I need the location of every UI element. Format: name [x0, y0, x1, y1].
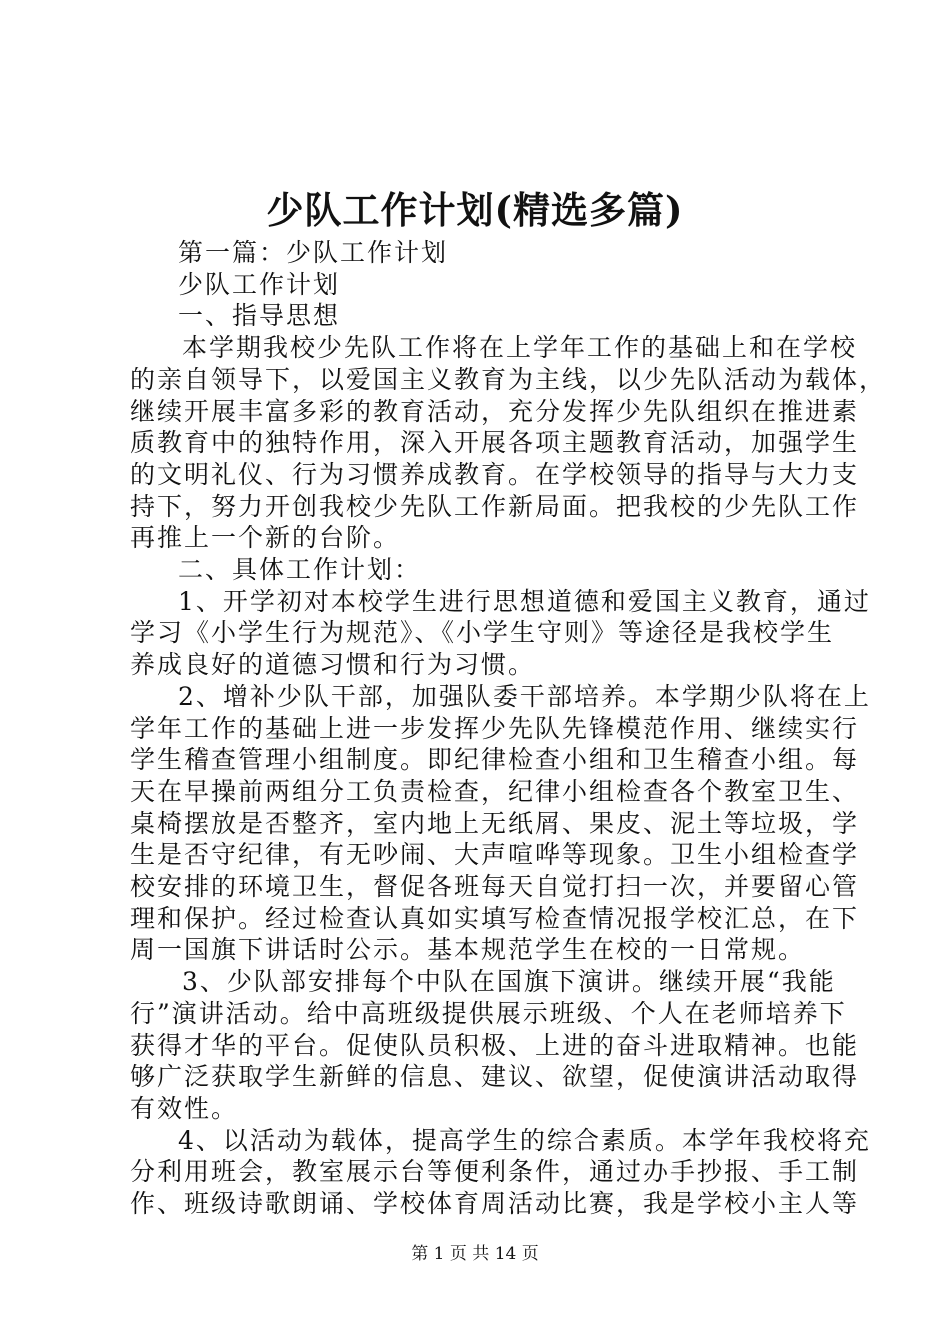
paragraph-line: 的亲自领导下，以爱国主义教育为主线，以少先队活动为载体， — [130, 364, 887, 394]
paragraph-line: 天在早操前两组分工负责检查，纪律小组检查各个教室卫生、 — [130, 776, 860, 806]
paragraph-line: 学生稽查管理小组制度。即纪律检查小组和卫生稽查小组。每 — [130, 745, 860, 775]
paragraph-line: 持下，努力开创我校少先队工作新局面。把我校的少先队工作 — [130, 491, 860, 521]
subheading: 一、指导思想 — [178, 301, 341, 331]
paragraph-line: 获得才华的平台。促使队员积极、上进的奋斗进取精神。也能 — [130, 1030, 860, 1060]
paragraph-line: 学年工作的基础上进一步发挥少先队先锋模范作用、继续实行 — [130, 713, 860, 743]
paragraph-line: 作、班级诗歌朗诵、学校体育周活动比赛，我是学校小主人等 — [130, 1189, 860, 1219]
paragraph-line: 学习《小学生行为规范》、《小学生守则》等途径是我校学生 — [130, 618, 835, 648]
paragraph-line: 3、少队部安排每个中队在国旗下演讲。继续开展“我能 — [182, 967, 836, 997]
paragraph-line: 行”演讲活动。给中高班级提供展示班级、个人在老师培养下 — [130, 998, 847, 1028]
paragraph-line: 继续开展丰富多彩的教育活动，充分发挥少先队组织在推进素 — [130, 396, 860, 426]
page-number-footer: 第 1 页 共 14 页 — [411, 1244, 539, 1264]
paragraph-line: 本学期我校少先队工作将在上学年工作的基础上和在学校 — [182, 333, 858, 363]
paragraph-line: 4、以活动为载体，提高学生的综合素质。本学年我校将充 — [178, 1125, 871, 1155]
paragraph-line: 校安排的环境卫生，督促各班每天自觉打扫一次，并要留心管 — [130, 872, 860, 902]
paragraph-line: 2、增补少队干部，加强队委干部培养。本学期少队将在上 — [178, 681, 871, 711]
paragraph-line: 桌椅摆放是否整齐，室内地上无纸屑、果皮、泥土等垃圾，学 — [130, 808, 860, 838]
paragraph-line: 够广泛获取学生新鲜的信息、建议、欲望，促使演讲活动取得 — [130, 1062, 860, 1092]
subheading: 少队工作计划 — [178, 269, 341, 299]
paragraph-line: 生是否守纪律，有无吵闹、大声喧哗等现象。卫生小组检查学 — [130, 840, 860, 870]
subheading: 二、具体工作计划： — [178, 555, 422, 585]
document-body — [130, 237, 887, 1220]
paragraph-line: 分利用班会，教室展示台等便利条件，通过办手抄报、手工制 — [130, 1157, 860, 1187]
paragraph-line: 的文明礼仪、行为习惯养成教育。在学校领导的指导与大力支 — [130, 459, 860, 489]
paragraph-line: 周一国旗下讲话时公示。基本规范学生在校的一日常规。 — [130, 935, 806, 965]
paragraph-line: 再推上一个新的台阶。 — [130, 523, 401, 553]
document-title: 少队工作计划(精选多篇) — [266, 188, 684, 232]
paragraph-line: 理和保护。经过检查认真如实填写检查情况报学校汇总，在下 — [130, 903, 860, 933]
section-heading: 第一篇：少队工作计划 — [178, 238, 449, 267]
paragraph-line: 有效性。 — [130, 1093, 239, 1123]
paragraph-line: 质教育中的独特作用，深入开展各项主题教育活动，加强学生 — [130, 428, 860, 458]
paragraph-line: 1、开学初对本校学生进行思想道德和爱国主义教育，通过 — [178, 586, 871, 616]
paragraph-line: 养成良好的道德习惯和行为习惯。 — [130, 650, 536, 680]
